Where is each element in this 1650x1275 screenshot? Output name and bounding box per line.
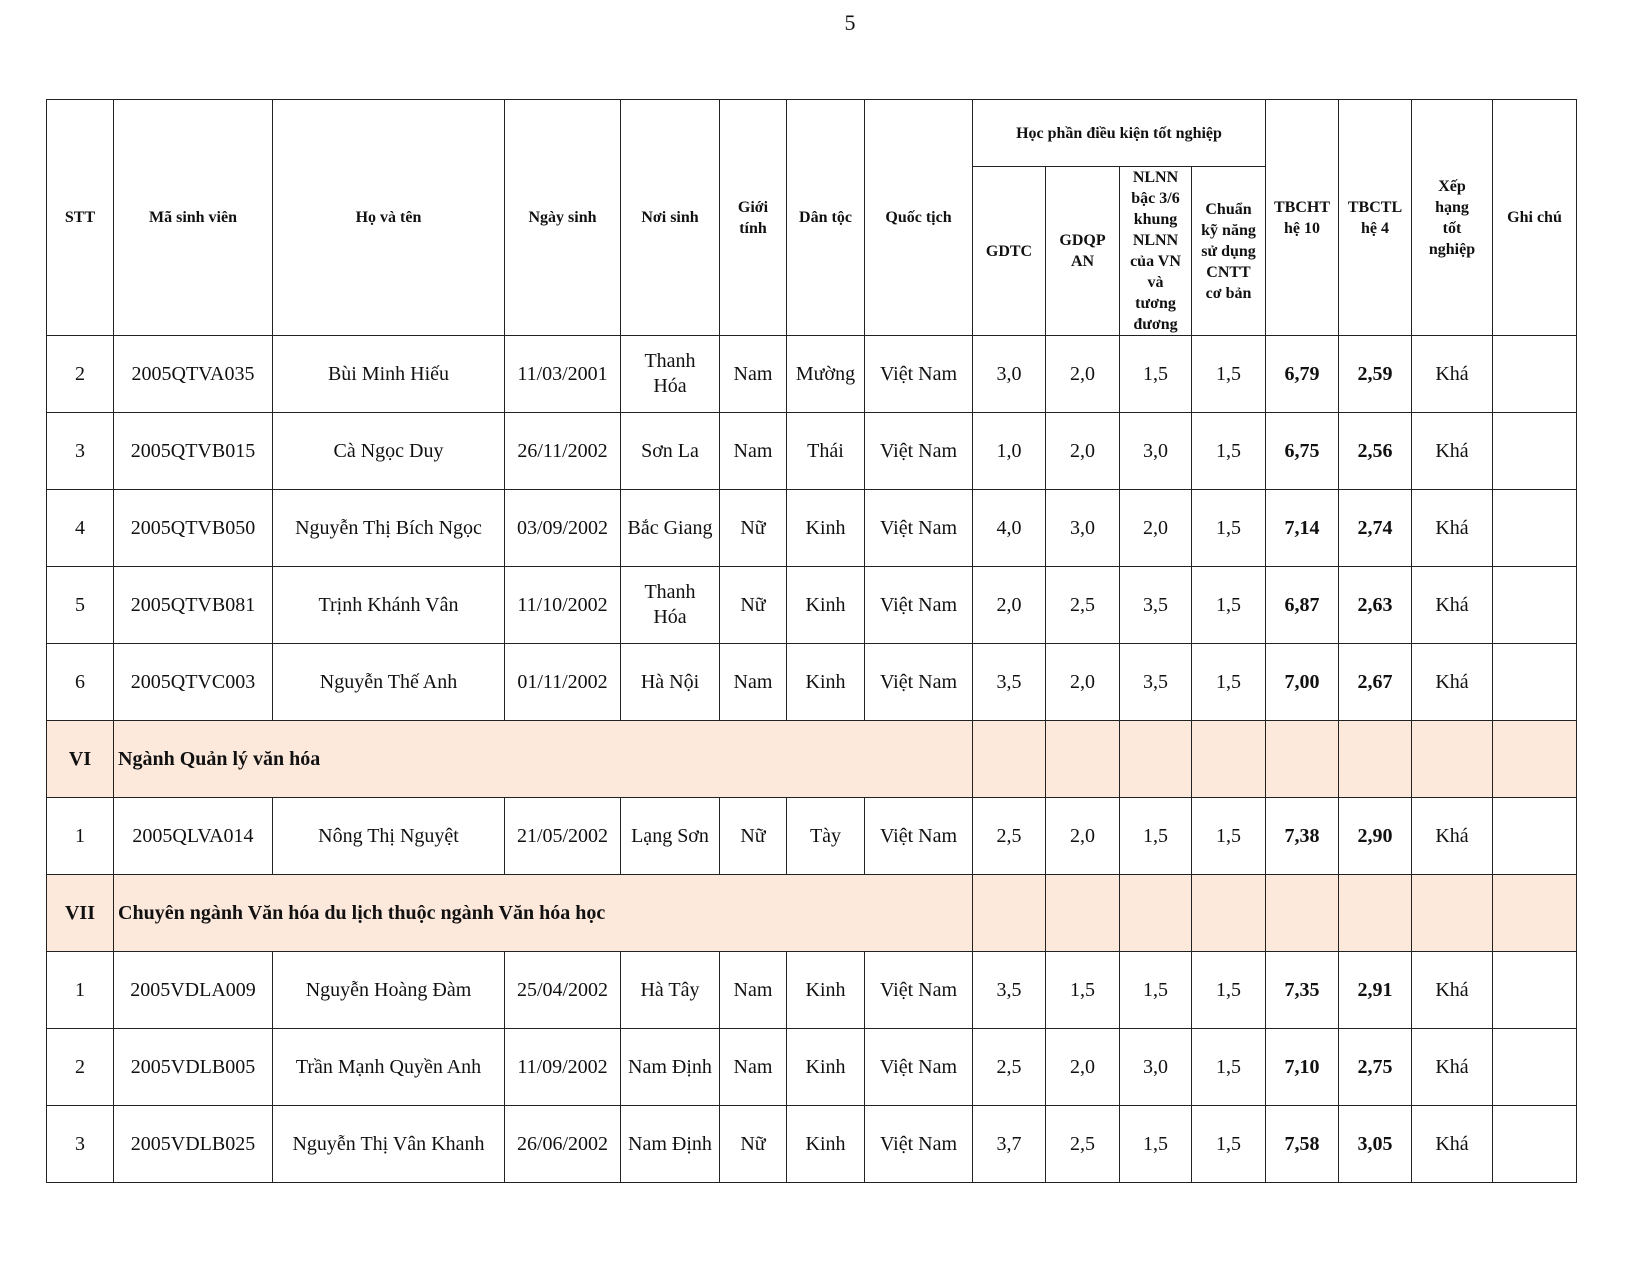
section-title: Ngành Quản lý văn hóa: [114, 721, 973, 798]
ethnicity-cell: Kinh: [787, 952, 865, 1029]
tbctl-cell: 2,75: [1339, 1029, 1412, 1106]
cntt-cell: 1,5: [1192, 1029, 1266, 1106]
nlnn-cell: 1,5: [1120, 336, 1192, 413]
nationality-cell: Việt Nam: [865, 952, 973, 1029]
section-number: VII: [47, 875, 114, 952]
nlnn-line: bậc 3/6: [1131, 190, 1180, 207]
tbcht-cell: 6,75: [1266, 413, 1339, 490]
ethnicity-cell: Kinh: [787, 1029, 865, 1106]
rank-line: Xếp: [1438, 177, 1466, 195]
gender-cell: Nam: [720, 1029, 787, 1106]
ethnicity-cell: Tày: [787, 798, 865, 875]
tbctl-line-1: TBCTL: [1347, 198, 1403, 216]
section-empty-cell: [1046, 721, 1120, 798]
note-cell: [1493, 644, 1577, 721]
note-cell: [1493, 1029, 1577, 1106]
nationality-cell: Việt Nam: [865, 336, 973, 413]
rank-cell: Khá: [1412, 798, 1493, 875]
section-row: [47, 875, 1577, 952]
nationality-cell: Việt Nam: [865, 490, 973, 567]
stt-cell: 2: [47, 1029, 114, 1106]
name-cell: Nguyễn Hoàng Đàm: [273, 952, 505, 1029]
section-empty-cell: [1412, 875, 1493, 952]
cntt-cell: 1,5: [1192, 952, 1266, 1029]
col-tbcht: [1266, 100, 1339, 336]
tbctl-cell: 2,67: [1339, 644, 1412, 721]
section-number: VI: [47, 721, 114, 798]
section-empty-cell: [973, 721, 1046, 798]
gdqp-cell: 2,5: [1046, 567, 1120, 644]
rank-line: nghiệp: [1428, 240, 1476, 258]
student-id-cell: 2005VDLA009: [114, 952, 273, 1029]
nlnn-line: đương: [1133, 316, 1178, 333]
name-cell: Nguyễn Thế Anh: [273, 644, 505, 721]
nationality-cell: Việt Nam: [865, 413, 973, 490]
col-group-graduation-conditions: Học phần điều kiện tốt nghiệp: [973, 100, 1266, 167]
nlnn-cell: 3,5: [1120, 644, 1192, 721]
tbctl-cell: 2,91: [1339, 952, 1412, 1029]
student-id-cell: 2005QTVB050: [114, 490, 273, 567]
gdtc-cell: 1,0: [973, 413, 1046, 490]
section-empty-cell: [1339, 875, 1412, 952]
birthplace-cell: Sơn La: [621, 413, 720, 490]
student-id-cell: 2005QTVA035: [114, 336, 273, 413]
cntt-cell: 1,5: [1192, 644, 1266, 721]
stt-cell: 3: [47, 1106, 114, 1183]
col-note: Ghi chú: [1493, 100, 1577, 336]
gdqp-cell: 2,0: [1046, 798, 1120, 875]
table-row: [47, 336, 1577, 413]
nlnn-line: tương: [1135, 295, 1176, 312]
student-id-cell: 2005VDLB005: [114, 1029, 273, 1106]
dob-cell: 26/06/2002: [505, 1106, 621, 1183]
gdqp-cell: 2,5: [1046, 1106, 1120, 1183]
stt-cell: 5: [47, 567, 114, 644]
note-cell: [1493, 413, 1577, 490]
rank-cell: Khá: [1412, 952, 1493, 1029]
stt-cell: 3: [47, 413, 114, 490]
nlnn-line: NLNN: [1132, 232, 1179, 249]
tbcht-cell: 7,35: [1266, 952, 1339, 1029]
tbcht-line-2: hệ 10: [1284, 219, 1320, 237]
gdqp-cell: 3,0: [1046, 490, 1120, 567]
table-row: [47, 413, 1577, 490]
tbctl-cell: 2,56: [1339, 413, 1412, 490]
tbctl-cell: 2,59: [1339, 336, 1412, 413]
birthplace-cell: Thanh Hóa: [621, 336, 720, 413]
cntt-cell: 1,5: [1192, 1106, 1266, 1183]
section-title: Chuyên ngành Văn hóa du lịch thuộc ngành Văn hóa học: [114, 875, 973, 952]
gdtc-cell: 2,5: [973, 1029, 1046, 1106]
col-full-name: Họ và tên: [273, 100, 505, 336]
name-cell: Cà Ngọc Duy: [273, 413, 505, 490]
gdqp-cell: 2,0: [1046, 413, 1120, 490]
table-row: [47, 644, 1577, 721]
student-id-cell: 2005QLVA014: [114, 798, 273, 875]
cntt-cell: 1,5: [1192, 336, 1266, 413]
ethnicity-cell: Kinh: [787, 567, 865, 644]
gdtc-cell: 2,5: [973, 798, 1046, 875]
gdtc-cell: 2,0: [973, 567, 1046, 644]
gdtc-cell: 3,5: [973, 644, 1046, 721]
note-cell: [1493, 798, 1577, 875]
rank-line: tốt: [1442, 219, 1462, 237]
name-cell: Nông Thị Nguyệt: [273, 798, 505, 875]
cntt-line: cơ bản: [1205, 284, 1252, 302]
nlnn-cell: 2,0: [1120, 490, 1192, 567]
dob-cell: 11/10/2002: [505, 567, 621, 644]
gdqp-line-1: GDQP: [1059, 232, 1106, 249]
tbcht-cell: 7,58: [1266, 1106, 1339, 1183]
cntt-cell: 1,5: [1192, 490, 1266, 567]
gdqp-line-2: AN: [1070, 253, 1095, 270]
gender-cell: Nam: [720, 952, 787, 1029]
nationality-cell: Việt Nam: [865, 644, 973, 721]
table-row: [47, 490, 1577, 567]
dob-cell: 11/09/2002: [505, 1029, 621, 1106]
stt-cell: 6: [47, 644, 114, 721]
nationality-cell: Việt Nam: [865, 798, 973, 875]
birthplace-cell: Thanh Hóa: [621, 567, 720, 644]
note-cell: [1493, 490, 1577, 567]
section-empty-cell: [1120, 721, 1192, 798]
section-empty-cell: [973, 875, 1046, 952]
section-empty-cell: [1493, 721, 1577, 798]
ethnicity-cell: Kinh: [787, 644, 865, 721]
gdqp-cell: 1,5: [1046, 952, 1120, 1029]
nlnn-cell: 3,0: [1120, 413, 1192, 490]
gender-cell: Nam: [720, 336, 787, 413]
cntt-cell: 1,5: [1192, 798, 1266, 875]
rank-cell: Khá: [1412, 567, 1493, 644]
student-id-cell: 2005QTVC003: [114, 644, 273, 721]
birthplace-cell: Hà Nội: [621, 644, 720, 721]
table-header: [47, 100, 1577, 336]
tbctl-cell: 2,90: [1339, 798, 1412, 875]
dob-cell: 26/11/2002: [505, 413, 621, 490]
rank-cell: Khá: [1412, 1106, 1493, 1183]
gdqp-cell: 2,0: [1046, 336, 1120, 413]
tbctl-line-2: hệ 4: [1361, 219, 1389, 237]
table-row: [47, 567, 1577, 644]
ethnicity-cell: Thái: [787, 413, 865, 490]
section-empty-cell: [1192, 721, 1266, 798]
nlnn-line: khung: [1133, 211, 1178, 228]
birthplace-cell: Nam Định: [621, 1106, 720, 1183]
cntt-cell: 1,5: [1192, 567, 1266, 644]
tbctl-cell: 2,63: [1339, 567, 1412, 644]
nationality-cell: Việt Nam: [865, 567, 973, 644]
nlnn-cell: 1,5: [1120, 1106, 1192, 1183]
tbcht-line-1: TBCHT: [1273, 198, 1330, 216]
gender-cell: Nữ: [720, 1106, 787, 1183]
stt-cell: 4: [47, 490, 114, 567]
rank-line: hạng: [1435, 198, 1469, 216]
gdtc-cell: 3,7: [973, 1106, 1046, 1183]
gender-cell: Nữ: [720, 798, 787, 875]
dob-cell: 01/11/2002: [505, 644, 621, 721]
section-empty-cell: [1266, 875, 1339, 952]
tbcht-cell: 6,87: [1266, 567, 1339, 644]
nlnn-line: và: [1147, 274, 1164, 291]
student-id-cell: 2005VDLB025: [114, 1106, 273, 1183]
note-cell: [1493, 567, 1577, 644]
rank-cell: Khá: [1412, 1029, 1493, 1106]
page-number: 5: [844, 10, 856, 35]
stt-cell: 2: [47, 336, 114, 413]
dob-cell: 03/09/2002: [505, 490, 621, 567]
student-id-cell: 2005QTVB081: [114, 567, 273, 644]
tbctl-cell: 2,74: [1339, 490, 1412, 567]
col-gdtc: GDTC: [973, 167, 1046, 336]
col-gender: [720, 100, 787, 336]
birthplace-cell: Hà Tây: [621, 952, 720, 1029]
name-cell: Nguyễn Thị Vân Khanh: [273, 1106, 505, 1183]
name-cell: Nguyễn Thị Bích Ngọc: [273, 490, 505, 567]
col-nationality: Quốc tịch: [865, 100, 973, 336]
col-stt: STT: [47, 100, 114, 336]
tbcht-cell: 7,00: [1266, 644, 1339, 721]
col-gdqp: [1046, 167, 1120, 336]
nlnn-cell: 3,0: [1120, 1029, 1192, 1106]
section-empty-cell: [1266, 721, 1339, 798]
rank-cell: Khá: [1412, 644, 1493, 721]
gdtc-cell: 4,0: [973, 490, 1046, 567]
tbctl-cell: 3,05: [1339, 1106, 1412, 1183]
gdtc-cell: 3,0: [973, 336, 1046, 413]
rank-cell: Khá: [1412, 336, 1493, 413]
section-empty-cell: [1046, 875, 1120, 952]
gender-line-2: tính: [739, 219, 767, 237]
cntt-line: kỹ năng: [1201, 221, 1256, 239]
graduation-table: [46, 99, 1577, 1183]
section-empty-cell: [1192, 875, 1266, 952]
col-student-id: Mã sinh viên: [114, 100, 273, 336]
birthplace-cell: Bắc Giang: [621, 490, 720, 567]
stt-cell: 1: [47, 952, 114, 1029]
section-row: [47, 721, 1577, 798]
gender-line-1: Giới: [737, 198, 769, 216]
ethnicity-cell: Mường: [787, 336, 865, 413]
col-cntt: [1192, 167, 1266, 336]
section-empty-cell: [1339, 721, 1412, 798]
gdtc-cell: 3,5: [973, 952, 1046, 1029]
note-cell: [1493, 952, 1577, 1029]
dob-cell: 11/03/2001: [505, 336, 621, 413]
tbcht-cell: 7,10: [1266, 1029, 1339, 1106]
tbcht-cell: 6,79: [1266, 336, 1339, 413]
birthplace-cell: Nam Định: [621, 1029, 720, 1106]
section-empty-cell: [1493, 875, 1577, 952]
note-cell: [1493, 1106, 1577, 1183]
col-ethnicity: Dân tộc: [787, 100, 865, 336]
dob-cell: 25/04/2002: [505, 952, 621, 1029]
nlnn-cell: 1,5: [1120, 952, 1192, 1029]
gender-cell: Nam: [720, 644, 787, 721]
rank-cell: Khá: [1412, 413, 1493, 490]
gdqp-cell: 2,0: [1046, 644, 1120, 721]
table-row: [47, 952, 1577, 1029]
nationality-cell: Việt Nam: [865, 1029, 973, 1106]
nlnn-cell: 1,5: [1120, 798, 1192, 875]
name-cell: Trịnh Khánh Vân: [273, 567, 505, 644]
table-row: [47, 798, 1577, 875]
cntt-line: Chuẩn: [1205, 200, 1252, 218]
name-cell: Trần Mạnh Quyền Anh: [273, 1029, 505, 1106]
cntt-line: sử dụng: [1201, 242, 1256, 260]
table-body: [47, 336, 1577, 1183]
dob-cell: 21/05/2002: [505, 798, 621, 875]
gdqp-cell: 2,0: [1046, 1029, 1120, 1106]
rank-cell: Khá: [1412, 490, 1493, 567]
note-cell: [1493, 336, 1577, 413]
ethnicity-cell: Kinh: [787, 1106, 865, 1183]
cntt-cell: 1,5: [1192, 413, 1266, 490]
stt-cell: 1: [47, 798, 114, 875]
gender-cell: Nam: [720, 413, 787, 490]
table-row: [47, 1106, 1577, 1183]
col-rank: [1412, 100, 1493, 336]
col-nlnn: [1120, 167, 1192, 336]
section-empty-cell: [1412, 721, 1493, 798]
tbcht-cell: 7,38: [1266, 798, 1339, 875]
table-row: [47, 1029, 1577, 1106]
tbcht-cell: 7,14: [1266, 490, 1339, 567]
col-birthplace: Nơi sinh: [621, 100, 720, 336]
gender-cell: Nữ: [720, 567, 787, 644]
ethnicity-cell: Kinh: [787, 490, 865, 567]
section-empty-cell: [1120, 875, 1192, 952]
student-id-cell: 2005QTVB015: [114, 413, 273, 490]
nlnn-line: NLNN: [1132, 169, 1179, 186]
col-tbctl: [1339, 100, 1412, 336]
gender-cell: Nữ: [720, 490, 787, 567]
nlnn-line: của VN: [1130, 253, 1181, 270]
nlnn-cell: 3,5: [1120, 567, 1192, 644]
name-cell: Bùi Minh Hiếu: [273, 336, 505, 413]
birthplace-cell: Lạng Sơn: [621, 798, 720, 875]
cntt-line: CNTT: [1206, 263, 1251, 281]
col-dob: Ngày sinh: [505, 100, 621, 336]
nationality-cell: Việt Nam: [865, 1106, 973, 1183]
